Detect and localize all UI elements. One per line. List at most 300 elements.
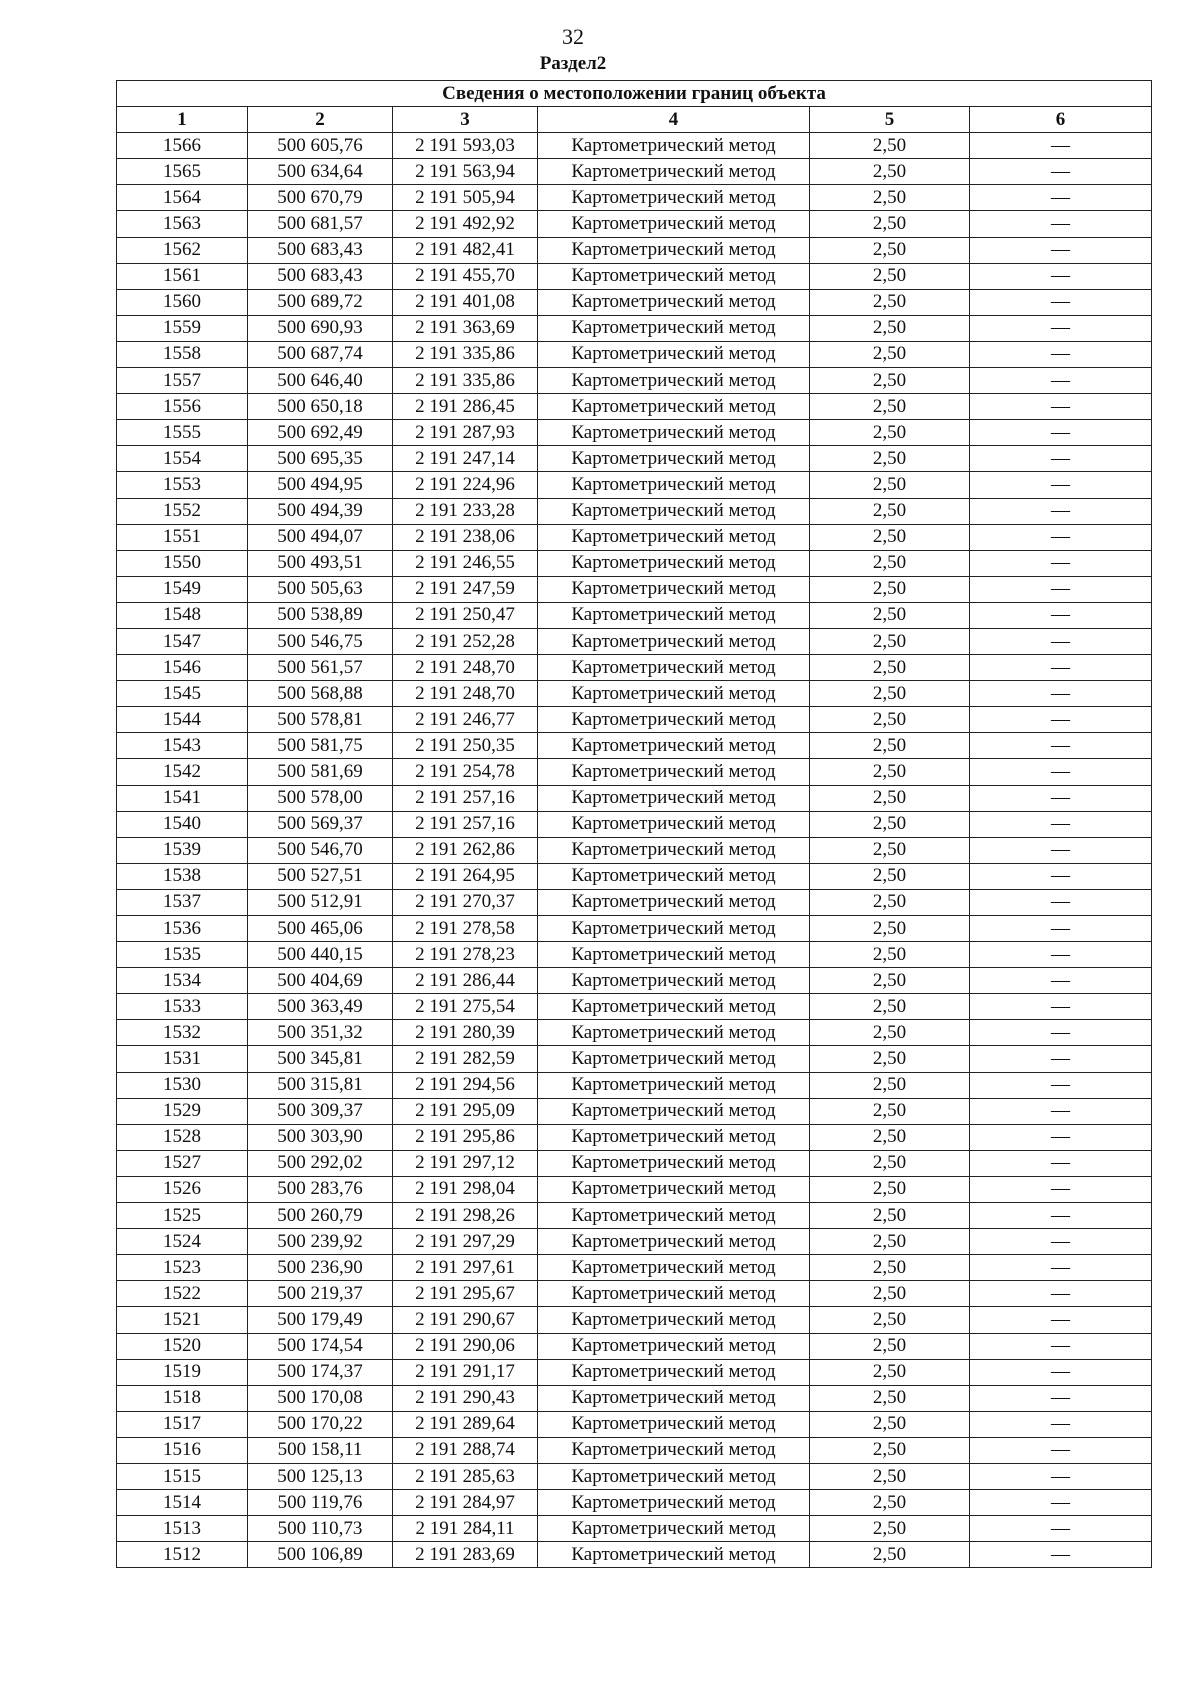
note-cell: —: [970, 1255, 1152, 1281]
accuracy-cell: 2,50: [810, 576, 970, 602]
note-cell: —: [970, 602, 1152, 628]
accuracy-cell: 2,50: [810, 1098, 970, 1124]
point-number-cell: 1550: [117, 550, 248, 576]
note-cell: —: [970, 1385, 1152, 1411]
method-cell: Картометрический метод: [538, 1359, 810, 1385]
point-number-cell: 1529: [117, 1098, 248, 1124]
method-cell: Картометрический метод: [538, 1229, 810, 1255]
note-cell: —: [970, 1072, 1152, 1098]
note-cell: —: [970, 289, 1152, 315]
x-coordinate-cell: 500 119,76: [248, 1490, 393, 1516]
method-cell: Картометрический метод: [538, 863, 810, 889]
accuracy-cell: 2,50: [810, 733, 970, 759]
x-coordinate-cell: 500 283,76: [248, 1176, 393, 1202]
note-cell: —: [970, 1020, 1152, 1046]
note-cell: —: [970, 159, 1152, 185]
x-coordinate-cell: 500 363,49: [248, 994, 393, 1020]
accuracy-cell: 2,50: [810, 994, 970, 1020]
point-number-cell: 1548: [117, 602, 248, 628]
accuracy-cell: 2,50: [810, 524, 970, 550]
y-coordinate-cell: 2 191 294,56: [393, 1072, 538, 1098]
x-coordinate-cell: 500 158,11: [248, 1437, 393, 1463]
method-cell: Картометрический метод: [538, 655, 810, 681]
x-coordinate-cell: 500 692,49: [248, 420, 393, 446]
point-number-cell: 1512: [117, 1542, 248, 1568]
x-coordinate-cell: 500 578,00: [248, 785, 393, 811]
x-coordinate-cell: 500 683,43: [248, 263, 393, 289]
method-cell: Картометрический метод: [538, 994, 810, 1020]
x-coordinate-cell: 500 512,91: [248, 889, 393, 915]
accuracy-cell: 2,50: [810, 1046, 970, 1072]
note-cell: —: [970, 994, 1152, 1020]
accuracy-cell: 2,50: [810, 1411, 970, 1437]
column-header: 2: [248, 107, 393, 133]
note-cell: —: [970, 1463, 1152, 1489]
y-coordinate-cell: 2 191 289,64: [393, 1411, 538, 1437]
accuracy-cell: 2,50: [810, 263, 970, 289]
x-coordinate-cell: 500 170,22: [248, 1411, 393, 1437]
x-coordinate-cell: 500 494,07: [248, 524, 393, 550]
point-number-cell: 1549: [117, 576, 248, 602]
table-title: Сведения о местоположении границ объекта: [117, 81, 1152, 107]
table-title-row: [117, 81, 1152, 107]
method-cell: Картометрический метод: [538, 315, 810, 341]
y-coordinate-cell: 2 191 224,96: [393, 472, 538, 498]
table-row: [117, 211, 1152, 237]
y-coordinate-cell: 2 191 280,39: [393, 1020, 538, 1046]
note-cell: —: [970, 315, 1152, 341]
table-row: [117, 1463, 1152, 1489]
x-coordinate-cell: 500 292,02: [248, 1150, 393, 1176]
accuracy-cell: 2,50: [810, 655, 970, 681]
method-cell: Картометрический метод: [538, 1072, 810, 1098]
note-cell: —: [970, 942, 1152, 968]
table-row: [117, 524, 1152, 550]
point-number-cell: 1565: [117, 159, 248, 185]
y-coordinate-cell: 2 191 254,78: [393, 759, 538, 785]
table-row: [117, 1333, 1152, 1359]
y-coordinate-cell: 2 191 295,86: [393, 1124, 538, 1150]
note-cell: —: [970, 1176, 1152, 1202]
y-coordinate-cell: 2 191 482,41: [393, 237, 538, 263]
accuracy-cell: 2,50: [810, 472, 970, 498]
coordinates-table: [116, 80, 1152, 1568]
y-coordinate-cell: 2 191 401,08: [393, 289, 538, 315]
accuracy-cell: 2,50: [810, 1124, 970, 1150]
point-number-cell: 1540: [117, 811, 248, 837]
table-row: [117, 863, 1152, 889]
note-cell: —: [970, 1516, 1152, 1542]
point-number-cell: 1545: [117, 681, 248, 707]
point-number-cell: 1563: [117, 211, 248, 237]
method-cell: Картометрический метод: [538, 759, 810, 785]
table-row: [117, 498, 1152, 524]
accuracy-cell: 2,50: [810, 707, 970, 733]
method-cell: Картометрический метод: [538, 1098, 810, 1124]
note-cell: —: [970, 1490, 1152, 1516]
point-number-cell: 1521: [117, 1307, 248, 1333]
point-number-cell: 1520: [117, 1333, 248, 1359]
table-row: [117, 1255, 1152, 1281]
method-cell: Картометрический метод: [538, 1255, 810, 1281]
accuracy-cell: 2,50: [810, 1385, 970, 1411]
table-row: [117, 655, 1152, 681]
accuracy-cell: 2,50: [810, 1203, 970, 1229]
note-cell: —: [970, 1229, 1152, 1255]
note-cell: —: [970, 368, 1152, 394]
x-coordinate-cell: 500 581,69: [248, 759, 393, 785]
x-coordinate-cell: 500 546,70: [248, 837, 393, 863]
table-row: [117, 1359, 1152, 1385]
note-cell: —: [970, 1098, 1152, 1124]
y-coordinate-cell: 2 191 248,70: [393, 655, 538, 681]
accuracy-cell: 2,50: [810, 341, 970, 367]
table-row: [117, 1542, 1152, 1568]
note-cell: —: [970, 185, 1152, 211]
x-coordinate-cell: 500 568,88: [248, 681, 393, 707]
point-number-cell: 1557: [117, 368, 248, 394]
method-cell: Картометрический метод: [538, 1124, 810, 1150]
point-number-cell: 1518: [117, 1385, 248, 1411]
method-cell: Картометрический метод: [538, 472, 810, 498]
x-coordinate-cell: 500 494,95: [248, 472, 393, 498]
x-coordinate-cell: 500 174,37: [248, 1359, 393, 1385]
note-cell: —: [970, 759, 1152, 785]
y-coordinate-cell: 2 191 250,35: [393, 733, 538, 759]
x-coordinate-cell: 500 315,81: [248, 1072, 393, 1098]
table-row: [117, 1150, 1152, 1176]
note-cell: —: [970, 889, 1152, 915]
note-cell: —: [970, 237, 1152, 263]
table-row: [117, 759, 1152, 785]
table-row: [117, 394, 1152, 420]
x-coordinate-cell: 500 683,43: [248, 237, 393, 263]
table-row: [117, 707, 1152, 733]
note-cell: —: [970, 211, 1152, 237]
y-coordinate-cell: 2 191 233,28: [393, 498, 538, 524]
point-number-cell: 1525: [117, 1203, 248, 1229]
method-cell: Картометрический метод: [538, 1307, 810, 1333]
method-cell: Картометрический метод: [538, 1203, 810, 1229]
point-number-cell: 1534: [117, 968, 248, 994]
method-cell: Картометрический метод: [538, 707, 810, 733]
y-coordinate-cell: 2 191 238,06: [393, 524, 538, 550]
x-coordinate-cell: 500 125,13: [248, 1463, 393, 1489]
note-cell: —: [970, 811, 1152, 837]
table-row: [117, 1307, 1152, 1333]
table-row: [117, 1229, 1152, 1255]
method-cell: Картометрический метод: [538, 1542, 810, 1568]
y-coordinate-cell: 2 191 295,09: [393, 1098, 538, 1124]
method-cell: Картометрический метод: [538, 446, 810, 472]
method-cell: Картометрический метод: [538, 211, 810, 237]
note-cell: —: [970, 498, 1152, 524]
accuracy-cell: 2,50: [810, 394, 970, 420]
table-row: [117, 1516, 1152, 1542]
point-number-cell: 1561: [117, 263, 248, 289]
method-cell: Картометрический метод: [538, 1281, 810, 1307]
note-cell: —: [970, 863, 1152, 889]
x-coordinate-cell: 500 351,32: [248, 1020, 393, 1046]
note-cell: —: [970, 968, 1152, 994]
table-row: [117, 341, 1152, 367]
accuracy-cell: 2,50: [810, 681, 970, 707]
note-cell: —: [970, 1124, 1152, 1150]
accuracy-cell: 2,50: [810, 1072, 970, 1098]
accuracy-cell: 2,50: [810, 837, 970, 863]
point-number-cell: 1515: [117, 1463, 248, 1489]
method-cell: Картометрический метод: [538, 942, 810, 968]
note-cell: —: [970, 628, 1152, 654]
point-number-cell: 1526: [117, 1176, 248, 1202]
x-coordinate-cell: 500 689,72: [248, 289, 393, 315]
table-row: [117, 628, 1152, 654]
method-cell: Картометрический метод: [538, 1516, 810, 1542]
accuracy-cell: 2,50: [810, 916, 970, 942]
note-cell: —: [970, 1281, 1152, 1307]
accuracy-cell: 2,50: [810, 1307, 970, 1333]
x-coordinate-cell: 500 687,74: [248, 341, 393, 367]
y-coordinate-cell: 2 191 297,61: [393, 1255, 538, 1281]
accuracy-cell: 2,50: [810, 159, 970, 185]
note-cell: —: [970, 1046, 1152, 1072]
y-coordinate-cell: 2 191 257,16: [393, 785, 538, 811]
note-cell: —: [970, 1437, 1152, 1463]
accuracy-cell: 2,50: [810, 1176, 970, 1202]
accuracy-cell: 2,50: [810, 498, 970, 524]
point-number-cell: 1538: [117, 863, 248, 889]
method-cell: Картометрический метод: [538, 733, 810, 759]
section-title: Раздел2: [539, 53, 607, 74]
method-cell: Картометрический метод: [538, 1411, 810, 1437]
x-coordinate-cell: 500 546,75: [248, 628, 393, 654]
accuracy-cell: 2,50: [810, 1020, 970, 1046]
x-coordinate-cell: 500 239,92: [248, 1229, 393, 1255]
point-number-cell: 1531: [117, 1046, 248, 1072]
y-coordinate-cell: 2 191 286,44: [393, 968, 538, 994]
table-body: [117, 133, 1152, 1568]
point-number-cell: 1533: [117, 994, 248, 1020]
method-cell: Картометрический метод: [538, 1020, 810, 1046]
table-row: [117, 159, 1152, 185]
method-cell: Картометрический метод: [538, 1437, 810, 1463]
note-cell: —: [970, 263, 1152, 289]
x-coordinate-cell: 500 303,90: [248, 1124, 393, 1150]
y-coordinate-cell: 2 191 363,69: [393, 315, 538, 341]
point-number-cell: 1517: [117, 1411, 248, 1437]
note-cell: —: [970, 785, 1152, 811]
method-cell: Картометрический метод: [538, 420, 810, 446]
table-row: [117, 237, 1152, 263]
x-coordinate-cell: 500 440,15: [248, 942, 393, 968]
method-cell: Картометрический метод: [538, 602, 810, 628]
table-row: [117, 133, 1152, 159]
x-coordinate-cell: 500 581,75: [248, 733, 393, 759]
x-coordinate-cell: 500 605,76: [248, 133, 393, 159]
table-row: [117, 1072, 1152, 1098]
y-coordinate-cell: 2 191 275,54: [393, 994, 538, 1020]
point-number-cell: 1516: [117, 1437, 248, 1463]
table-row: [117, 1124, 1152, 1150]
y-coordinate-cell: 2 191 285,63: [393, 1463, 538, 1489]
y-coordinate-cell: 2 191 248,70: [393, 681, 538, 707]
method-cell: Картометрический метод: [538, 237, 810, 263]
x-coordinate-cell: 500 465,06: [248, 916, 393, 942]
accuracy-cell: 2,50: [810, 759, 970, 785]
point-number-cell: 1535: [117, 942, 248, 968]
x-coordinate-cell: 500 505,63: [248, 576, 393, 602]
note-cell: —: [970, 1307, 1152, 1333]
method-cell: Картометрический метод: [538, 916, 810, 942]
accuracy-cell: 2,50: [810, 289, 970, 315]
point-number-cell: 1546: [117, 655, 248, 681]
point-number-cell: 1553: [117, 472, 248, 498]
x-coordinate-cell: 500 404,69: [248, 968, 393, 994]
accuracy-cell: 2,50: [810, 315, 970, 341]
accuracy-cell: 2,50: [810, 1333, 970, 1359]
accuracy-cell: 2,50: [810, 785, 970, 811]
note-cell: —: [970, 576, 1152, 602]
y-coordinate-cell: 2 191 264,95: [393, 863, 538, 889]
method-cell: Картометрический метод: [538, 1490, 810, 1516]
point-number-cell: 1542: [117, 759, 248, 785]
y-coordinate-cell: 2 191 505,94: [393, 185, 538, 211]
accuracy-cell: 2,50: [810, 1490, 970, 1516]
point-number-cell: 1544: [117, 707, 248, 733]
x-coordinate-cell: 500 494,39: [248, 498, 393, 524]
y-coordinate-cell: 2 191 283,69: [393, 1542, 538, 1568]
note-cell: —: [970, 681, 1152, 707]
y-coordinate-cell: 2 191 298,04: [393, 1176, 538, 1202]
accuracy-cell: 2,50: [810, 1229, 970, 1255]
x-coordinate-cell: 500 309,37: [248, 1098, 393, 1124]
y-coordinate-cell: 2 191 335,86: [393, 368, 538, 394]
x-coordinate-cell: 500 681,57: [248, 211, 393, 237]
column-header: 6: [970, 107, 1152, 133]
note-cell: —: [970, 524, 1152, 550]
x-coordinate-cell: 500 260,79: [248, 1203, 393, 1229]
note-cell: —: [970, 733, 1152, 759]
accuracy-cell: 2,50: [810, 628, 970, 654]
y-coordinate-cell: 2 191 282,59: [393, 1046, 538, 1072]
y-coordinate-cell: 2 191 290,67: [393, 1307, 538, 1333]
point-number-cell: 1536: [117, 916, 248, 942]
method-cell: Картометрический метод: [538, 889, 810, 915]
point-number-cell: 1552: [117, 498, 248, 524]
method-cell: Картометрический метод: [538, 394, 810, 420]
accuracy-cell: 2,50: [810, 1281, 970, 1307]
x-coordinate-cell: 500 650,18: [248, 394, 393, 420]
x-coordinate-cell: 500 578,81: [248, 707, 393, 733]
method-cell: Картометрический метод: [538, 1176, 810, 1202]
table-row: [117, 889, 1152, 915]
table-row: [117, 1098, 1152, 1124]
y-coordinate-cell: 2 191 247,59: [393, 576, 538, 602]
x-coordinate-cell: 500 174,54: [248, 1333, 393, 1359]
x-coordinate-cell: 500 634,64: [248, 159, 393, 185]
method-cell: Картометрический метод: [538, 550, 810, 576]
table-row: [117, 837, 1152, 863]
table-row: [117, 1437, 1152, 1463]
point-number-cell: 1539: [117, 837, 248, 863]
y-coordinate-cell: 2 191 593,03: [393, 133, 538, 159]
note-cell: —: [970, 1542, 1152, 1568]
method-cell: Картометрический метод: [538, 368, 810, 394]
accuracy-cell: 2,50: [810, 211, 970, 237]
y-coordinate-cell: 2 191 257,16: [393, 811, 538, 837]
x-coordinate-cell: 500 646,40: [248, 368, 393, 394]
method-cell: Картометрический метод: [538, 785, 810, 811]
x-coordinate-cell: 500 569,37: [248, 811, 393, 837]
x-coordinate-cell: 500 561,57: [248, 655, 393, 681]
method-cell: Картометрический метод: [538, 1463, 810, 1489]
y-coordinate-cell: 2 191 286,45: [393, 394, 538, 420]
y-coordinate-cell: 2 191 290,43: [393, 1385, 538, 1411]
y-coordinate-cell: 2 191 287,93: [393, 420, 538, 446]
accuracy-cell: 2,50: [810, 550, 970, 576]
x-coordinate-cell: 500 170,08: [248, 1385, 393, 1411]
table-row: [117, 1046, 1152, 1072]
table-row: [117, 446, 1152, 472]
accuracy-cell: 2,50: [810, 1542, 970, 1568]
y-coordinate-cell: 2 191 278,23: [393, 942, 538, 968]
point-number-cell: 1551: [117, 524, 248, 550]
table-row: [117, 942, 1152, 968]
accuracy-cell: 2,50: [810, 446, 970, 472]
y-coordinate-cell: 2 191 297,12: [393, 1150, 538, 1176]
accuracy-cell: 2,50: [810, 1463, 970, 1489]
y-coordinate-cell: 2 191 278,58: [393, 916, 538, 942]
table-row: [117, 1203, 1152, 1229]
method-cell: Картометрический метод: [538, 159, 810, 185]
table-row: [117, 1411, 1152, 1437]
method-cell: Картометрический метод: [538, 524, 810, 550]
x-coordinate-cell: 500 690,93: [248, 315, 393, 341]
accuracy-cell: 2,50: [810, 1516, 970, 1542]
x-coordinate-cell: 500 106,89: [248, 1542, 393, 1568]
x-coordinate-cell: 500 110,73: [248, 1516, 393, 1542]
y-coordinate-cell: 2 191 455,70: [393, 263, 538, 289]
x-coordinate-cell: 500 527,51: [248, 863, 393, 889]
note-cell: —: [970, 655, 1152, 681]
accuracy-cell: 2,50: [810, 185, 970, 211]
y-coordinate-cell: 2 191 295,67: [393, 1281, 538, 1307]
point-number-cell: 1556: [117, 394, 248, 420]
table-row: [117, 916, 1152, 942]
y-coordinate-cell: 2 191 270,37: [393, 889, 538, 915]
table-row: [117, 472, 1152, 498]
method-cell: Картометрический метод: [538, 1385, 810, 1411]
y-coordinate-cell: 2 191 252,28: [393, 628, 538, 654]
point-number-cell: 1523: [117, 1255, 248, 1281]
x-coordinate-cell: 500 695,35: [248, 446, 393, 472]
table-row: [117, 1385, 1152, 1411]
method-cell: Картометрический метод: [538, 837, 810, 863]
note-cell: —: [970, 394, 1152, 420]
point-number-cell: 1555: [117, 420, 248, 446]
column-header: 4: [538, 107, 810, 133]
note-cell: —: [970, 446, 1152, 472]
method-cell: Картометрический метод: [538, 289, 810, 315]
y-coordinate-cell: 2 191 563,94: [393, 159, 538, 185]
point-number-cell: 1560: [117, 289, 248, 315]
table-row: [117, 1281, 1152, 1307]
y-coordinate-cell: 2 191 247,14: [393, 446, 538, 472]
note-cell: —: [970, 550, 1152, 576]
y-coordinate-cell: 2 191 298,26: [393, 1203, 538, 1229]
point-number-cell: 1514: [117, 1490, 248, 1516]
y-coordinate-cell: 2 191 288,74: [393, 1437, 538, 1463]
